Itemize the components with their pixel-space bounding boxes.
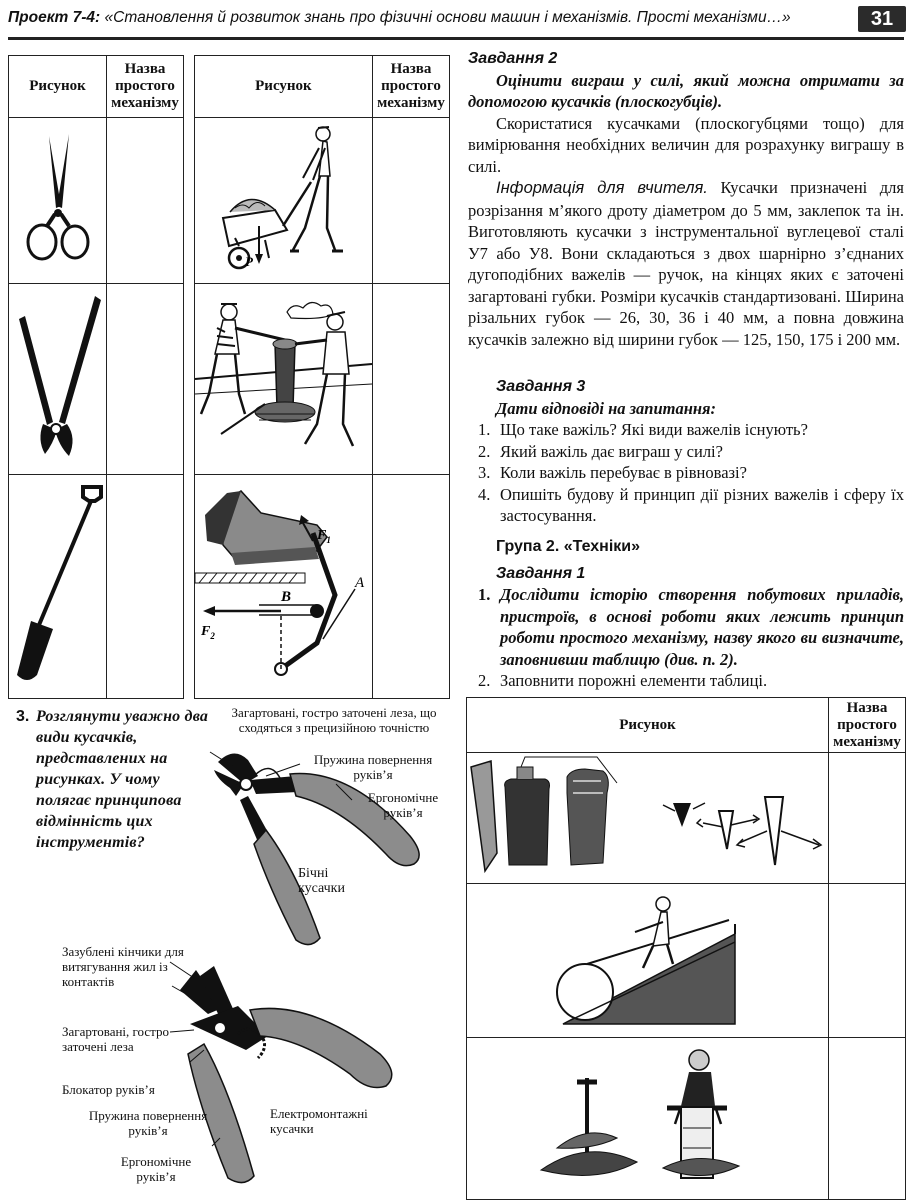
- cell-name-scissors[interactable]: [107, 118, 184, 284]
- cell-nippers: [9, 284, 107, 475]
- cell-name-screw[interactable]: [829, 1038, 906, 1200]
- inclined-plane-icon: [467, 884, 828, 1032]
- point-a-label: A: [354, 575, 365, 591]
- right-mechanisms-table: [466, 697, 906, 1200]
- left-col-name-2: Назва простого механізму: [372, 56, 449, 118]
- table-gap: [184, 56, 195, 118]
- task3-goal: Дати відповіді на запитання:: [496, 398, 717, 418]
- wheelbarrow-worker-icon: [195, 118, 372, 278]
- group2-items: [478, 584, 904, 692]
- page-header: [0, 0, 912, 40]
- group2-block: [468, 536, 904, 692]
- task-item-3: [16, 706, 212, 853]
- point-b-label: B: [280, 589, 291, 605]
- left-col-name-1: Назва простого механізму: [107, 56, 184, 118]
- task3-questions: [478, 419, 904, 527]
- cell-name-wheelbarrow[interactable]: [372, 118, 449, 284]
- cutter2-tips-label: Зазублені кінчики для витягування жил із контактів: [62, 944, 184, 989]
- cutter1-grips-label: Ергономічне руків’я: [367, 790, 439, 820]
- task2-info: [468, 177, 904, 350]
- task2-goal: Оцінити виграш у силі, який можна отримати за допомогою кусачків (плоскогубців).: [468, 70, 904, 111]
- cell-pedal: [194, 475, 372, 699]
- task3-heading: Завдання 3: [496, 378, 586, 395]
- info-text: Кусачки призначені для розрізання м’якого дроту діаметром до 5 мм, заклепок та ін. Виготовляють кусачки з інструментальної вуглецевої сталі У7 або У8. Вони складаються з двох шарнірно з’єднаних дугоподібних важелів — ручок, на кінцях яких є заточені загартовані губки. Розміри кусачків стандартизовані. Ширина різальних губок — 26, 30, 36 і 40 мм, а повна довжина кусачків залежно від ширини губок — 125, 150, 175 і 200 мм.: [468, 178, 905, 349]
- group2-task1-heading: Завдання 1: [496, 564, 586, 582]
- group2-item: 2. Заповнити порожні елементи таблиці.: [478, 671, 768, 690]
- cell-name-capstan[interactable]: [372, 284, 449, 475]
- left-mechanisms-table: [8, 55, 450, 699]
- force-f2-label: $F_2$: [200, 624, 215, 641]
- cutter2-spring-label: Пружина повернення руків’я: [88, 1108, 208, 1138]
- cutter1-blades-label: Загартовані, гостро заточені леза, що сходяться з прецизійною точністю: [231, 705, 437, 735]
- spade-icon: [9, 475, 106, 693]
- cell-name-incline[interactable]: [829, 884, 906, 1038]
- cell-name-pedal[interactable]: [372, 475, 449, 699]
- page-number: 31: [858, 6, 906, 32]
- header-rule: [8, 37, 904, 40]
- header-title: [8, 9, 791, 27]
- group2-heading: Група 2. «Техніки»: [496, 538, 641, 555]
- question-item: 4. Опишіть будову й принцип дії різних важелів і сферу їх застосування.: [478, 484, 904, 525]
- cell-wedges: [467, 753, 829, 884]
- wedge-tools-icon: [467, 753, 828, 878]
- question-item: 3. Коли важіль перебуває в рівновазі?: [478, 463, 747, 482]
- task3-block: [468, 376, 904, 527]
- cell-wheelbarrow: [194, 118, 372, 284]
- capstan-sailors-icon: [195, 284, 372, 469]
- task2-block: [468, 48, 904, 350]
- right-col-name: Назва простого механізму: [829, 698, 906, 753]
- cell-name-nippers[interactable]: [107, 284, 184, 475]
- question-item: 1. Що таке важіль? Які види важелів існують?: [478, 420, 808, 439]
- task-item-3-number: 3.: [16, 708, 30, 725]
- screw-auger-icon: [467, 1038, 828, 1194]
- cutter2-grips-label: Ергономічне руків’я: [120, 1154, 192, 1184]
- cell-name-spade[interactable]: [107, 475, 184, 699]
- nippers-icon: [9, 284, 106, 469]
- cutter1-name-label: Бічні кусачки: [298, 866, 345, 896]
- cell-capstan: [194, 284, 372, 475]
- force-f1-label: $F_1$: [316, 528, 331, 545]
- cell-spade: [9, 475, 107, 699]
- pedal-lever-icon: [195, 475, 372, 693]
- cutter2-lock-label: Блокатор руків’я: [62, 1082, 155, 1097]
- cutter2-blades-label: Загартовані, гостро заточені леза: [62, 1024, 169, 1054]
- scissors-icon: [9, 118, 106, 278]
- force-p-label: P: [244, 254, 253, 269]
- left-col-picture-2: Рисунок: [194, 56, 372, 118]
- cell-name-wedges[interactable]: [829, 753, 906, 884]
- cutter1-spring-label: Пружина повернення руків’я: [313, 752, 433, 782]
- task-item-3-text: Розглянути уважно два види кусачків, представлених на рисунках. У чому полягає принципова відмінність цих інструментів?: [36, 708, 209, 851]
- task2-text: Скористатися кусачками (плоскогубцями тощо) для вимірювання необхідних величин для розрахунку виграшу в силі.: [468, 113, 904, 176]
- info-label: Інформація для вчителя.: [496, 179, 708, 197]
- cutter2-name-label: Електромонтажні кусачки: [270, 1106, 368, 1136]
- cell-incline: [467, 884, 829, 1038]
- group2-item: 1. Дослідити історію створення побутових приладів, пристроїв, в основі роботи яких лежить принцип роботи простого механізму, назву якого ви визначите, заповнивши таблицю (див. п. 2).: [478, 585, 904, 669]
- cell-screw: [467, 1038, 829, 1200]
- project-title: «Становлення й розвиток знань про фізичні основи машин і механізмів. Прості механізми…»: [104, 9, 791, 26]
- task2-heading: Завдання 2: [468, 50, 558, 67]
- project-label: Проект 7-4:: [8, 9, 101, 26]
- question-item: 2. Який важіль дає виграш у силі?: [478, 441, 723, 461]
- left-col-picture-1: Рисунок: [9, 56, 107, 118]
- right-col-picture: Рисунок: [467, 698, 829, 753]
- cell-scissors: [9, 118, 107, 284]
